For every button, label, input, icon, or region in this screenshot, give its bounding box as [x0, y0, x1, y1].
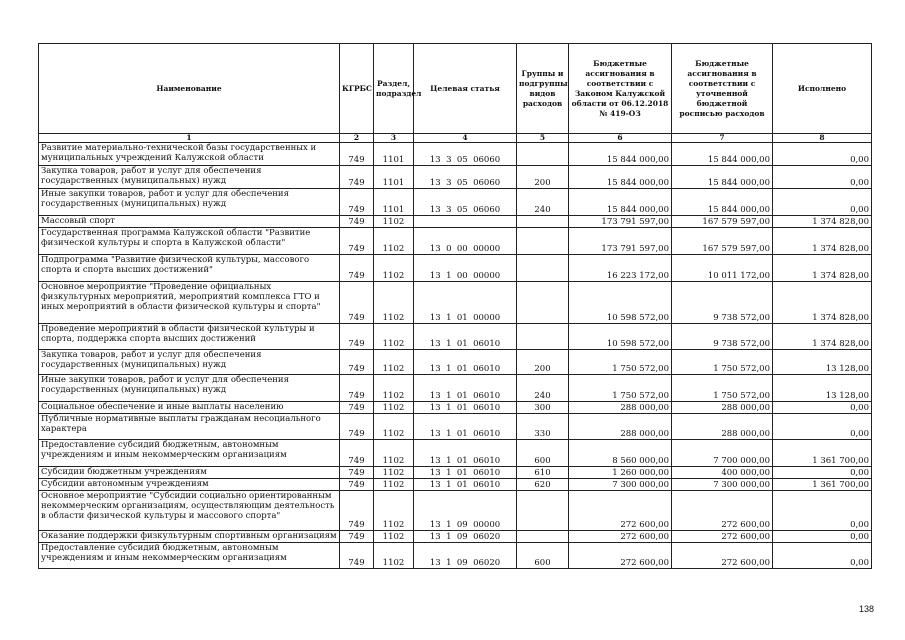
- row-kgrbs: 749: [340, 166, 374, 189]
- row-kgrbs: 749: [340, 189, 374, 216]
- table-row: [39, 414, 872, 440]
- row-kgrbs: 749: [340, 228, 374, 255]
- row-target: 13 3 05 06060: [414, 189, 517, 216]
- row-name: Иные закупки товаров, работ и услуг для обеспечения государственных (муниципальных) нужд: [39, 375, 340, 402]
- row-budget-law: 8 560 000,00: [569, 440, 672, 467]
- table-row: [39, 324, 872, 350]
- row-budget-refined: 9 738 572,00: [672, 282, 773, 324]
- row-section: 1102: [374, 216, 414, 228]
- row-target: 13 1 01 06010: [414, 440, 517, 467]
- row-executed: 13 128,00: [773, 375, 872, 402]
- page-number: 138: [859, 604, 875, 614]
- row-executed: 0,00: [773, 143, 872, 166]
- column-number: 5: [517, 134, 569, 143]
- row-budget-refined: 15 844 000,00: [672, 143, 773, 166]
- row-budget-refined: 10 011 172,00: [672, 255, 773, 282]
- row-name: Развитие материально-технической базы государственных и муниципальных учреждений Калужской области: [39, 143, 340, 166]
- row-target: 13 1 01 06010: [414, 402, 517, 414]
- row-target: 13 1 01 06010: [414, 375, 517, 402]
- table-row: [39, 189, 872, 216]
- row-name: Основное мероприятие "Субсидии социально ориентированным некоммерческим организациям, осуществляющим деятельность в области физической культуры и массового спорта": [39, 491, 340, 531]
- row-name: Предоставление субсидий бюджетным, автономным учреждениям и иным некоммерческим организациям: [39, 543, 340, 569]
- row-budget-law: 1 260 000,00: [569, 467, 672, 479]
- header-budget-refined: Бюджетные ассигнования в соответствии с уточненной бюджетной росписью расходов: [672, 44, 773, 134]
- column-number: 6: [569, 134, 672, 143]
- row-group: [517, 143, 569, 166]
- row-target: 13 1 01 06010: [414, 467, 517, 479]
- row-budget-law: 7 300 000,00: [569, 479, 672, 491]
- row-name: Предоставление субсидий бюджетным, автономным учреждениям и иным некоммерческим организациям: [39, 440, 340, 467]
- table-row: [39, 282, 872, 324]
- row-kgrbs: 749: [340, 531, 374, 543]
- row-kgrbs: 749: [340, 440, 374, 467]
- row-group: 620: [517, 479, 569, 491]
- row-name: Государственная программа Калужской области "Развитие физической культуры и спорта в Калужской области": [39, 228, 340, 255]
- row-group: 610: [517, 467, 569, 479]
- row-group: [517, 228, 569, 255]
- row-name: Подпрограмма "Развитие физической культуры, массового спорта и спорта высших достижений": [39, 255, 340, 282]
- table-row: [39, 402, 872, 414]
- row-target: [414, 216, 517, 228]
- row-executed: 0,00: [773, 467, 872, 479]
- row-section: 1102: [374, 324, 414, 350]
- row-group: 200: [517, 166, 569, 189]
- row-target: 13 1 09 06020: [414, 543, 517, 569]
- table-row: [39, 166, 872, 189]
- row-budget-refined: 272 600,00: [672, 543, 773, 569]
- column-number: 3: [374, 134, 414, 143]
- row-executed: 0,00: [773, 166, 872, 189]
- row-target: 13 1 01 06010: [414, 324, 517, 350]
- row-budget-law: 288 000,00: [569, 402, 672, 414]
- row-name: Закупка товаров, работ и услуг для обеспечения государственных (муниципальных) нужд: [39, 166, 340, 189]
- row-group: [517, 491, 569, 531]
- row-executed: 1 374 828,00: [773, 255, 872, 282]
- table-row: [39, 543, 872, 569]
- row-budget-law: 288 000,00: [569, 414, 672, 440]
- header-row: [39, 44, 872, 134]
- header-section: Раздел, подраздел: [374, 44, 414, 134]
- row-kgrbs: 749: [340, 282, 374, 324]
- row-budget-refined: 15 844 000,00: [672, 166, 773, 189]
- row-budget-refined: 7 300 000,00: [672, 479, 773, 491]
- table-row: [39, 375, 872, 402]
- column-number: 8: [773, 134, 872, 143]
- row-budget-law: 272 600,00: [569, 543, 672, 569]
- row-kgrbs: 749: [340, 414, 374, 440]
- table-row: [39, 491, 872, 531]
- row-group: 240: [517, 189, 569, 216]
- row-target: 13 1 09 06020: [414, 531, 517, 543]
- row-section: 1102: [374, 440, 414, 467]
- row-budget-law: 173 791 597,00: [569, 228, 672, 255]
- row-target: 13 0 00 00000: [414, 228, 517, 255]
- row-budget-refined: 400 000,00: [672, 467, 773, 479]
- row-group: [517, 324, 569, 350]
- row-name: Проведение мероприятий в области физической культуры и спорта, поддержка спорта высших достижений: [39, 324, 340, 350]
- row-budget-refined: 1 750 572,00: [672, 375, 773, 402]
- row-executed: 1 374 828,00: [773, 228, 872, 255]
- row-executed: 1 361 700,00: [773, 479, 872, 491]
- row-section: 1102: [374, 255, 414, 282]
- row-executed: 1 374 828,00: [773, 324, 872, 350]
- row-target: 13 1 01 06010: [414, 414, 517, 440]
- row-executed: 0,00: [773, 414, 872, 440]
- row-target: 13 1 00 00000: [414, 255, 517, 282]
- row-name: Основное мероприятие "Проведение официальных физкультурных мероприятий, мероприятий комплекса ГТО и иных мероприятий в области физической культуры и спорта": [39, 282, 340, 324]
- row-section: 1102: [374, 543, 414, 569]
- column-number: 2: [340, 134, 374, 143]
- row-section: 1102: [374, 402, 414, 414]
- row-budget-law: 16 223 172,00: [569, 255, 672, 282]
- row-target: 13 3 05 06060: [414, 143, 517, 166]
- row-executed: 13 128,00: [773, 350, 872, 375]
- row-group: 600: [517, 543, 569, 569]
- row-budget-refined: 272 600,00: [672, 491, 773, 531]
- table-row: [39, 255, 872, 282]
- header-kgrbs: КГРБС: [340, 44, 374, 134]
- row-name: Иные закупки товаров, работ и услуг для обеспечения государственных (муниципальных) нужд: [39, 189, 340, 216]
- row-section: 1102: [374, 228, 414, 255]
- row-budget-law: 272 600,00: [569, 531, 672, 543]
- table-row: [39, 531, 872, 543]
- row-budget-refined: 15 844 000,00: [672, 189, 773, 216]
- column-number: 1: [39, 134, 340, 143]
- row-target: 13 1 01 00000: [414, 282, 517, 324]
- row-section: 1101: [374, 189, 414, 216]
- row-budget-refined: 288 000,00: [672, 402, 773, 414]
- header-name: Наименование: [39, 44, 340, 134]
- row-kgrbs: 749: [340, 402, 374, 414]
- row-budget-refined: 7 700 000,00: [672, 440, 773, 467]
- row-executed: 1 374 828,00: [773, 216, 872, 228]
- row-group: 330: [517, 414, 569, 440]
- row-budget-law: 15 844 000,00: [569, 189, 672, 216]
- row-kgrbs: 749: [340, 375, 374, 402]
- budget-table: [38, 43, 872, 569]
- table-row: [39, 350, 872, 375]
- header-executed: Исполнено: [773, 44, 872, 134]
- row-name: Массовый спорт: [39, 216, 340, 228]
- row-group: 240: [517, 375, 569, 402]
- row-budget-law: 15 844 000,00: [569, 166, 672, 189]
- table-row: [39, 467, 872, 479]
- row-name: Оказание поддержки физкультурным спортивным организациям: [39, 531, 340, 543]
- row-budget-law: 10 598 572,00: [569, 282, 672, 324]
- row-name: Публичные нормативные выплаты гражданам несоциального характера: [39, 414, 340, 440]
- row-target: 13 1 01 06010: [414, 350, 517, 375]
- row-group: 600: [517, 440, 569, 467]
- row-executed: 0,00: [773, 402, 872, 414]
- row-section: 1102: [374, 414, 414, 440]
- row-group: [517, 531, 569, 543]
- row-budget-refined: 288 000,00: [672, 414, 773, 440]
- row-budget-law: 15 844 000,00: [569, 143, 672, 166]
- row-kgrbs: 749: [340, 491, 374, 531]
- row-budget-law: 272 600,00: [569, 491, 672, 531]
- header-group: Группы и подгруппы видов расходов: [517, 44, 569, 134]
- row-section: 1102: [374, 531, 414, 543]
- row-kgrbs: 749: [340, 324, 374, 350]
- row-kgrbs: 749: [340, 543, 374, 569]
- row-executed: 0,00: [773, 543, 872, 569]
- row-group: 200: [517, 350, 569, 375]
- row-name: Закупка товаров, работ и услуг для обеспечения государственных (муниципальных) нужд: [39, 350, 340, 375]
- row-section: 1102: [374, 491, 414, 531]
- table-row: [39, 143, 872, 166]
- row-executed: 1 361 700,00: [773, 440, 872, 467]
- row-name: Субсидии автономным учреждениям: [39, 479, 340, 491]
- row-section: 1102: [374, 350, 414, 375]
- row-group: [517, 282, 569, 324]
- row-section: 1102: [374, 375, 414, 402]
- column-number: 4: [414, 134, 517, 143]
- column-number: 7: [672, 134, 773, 143]
- table-row: [39, 479, 872, 491]
- row-executed: 0,00: [773, 491, 872, 531]
- row-target: 13 3 05 06060: [414, 166, 517, 189]
- row-kgrbs: 749: [340, 143, 374, 166]
- row-budget-law: 1 750 572,00: [569, 375, 672, 402]
- header-budget-law: Бюджетные ассигнования в соответствии с Законом Калужской области от 06.12.2018 № 419-ОЗ: [569, 44, 672, 134]
- table-row: [39, 440, 872, 467]
- row-name: Социальное обеспечение и иные выплаты населению: [39, 402, 340, 414]
- row-kgrbs: 749: [340, 216, 374, 228]
- row-kgrbs: 749: [340, 479, 374, 491]
- row-kgrbs: 749: [340, 350, 374, 375]
- row-section: 1102: [374, 479, 414, 491]
- row-group: 300: [517, 402, 569, 414]
- row-executed: 0,00: [773, 531, 872, 543]
- row-budget-refined: 167 579 597,00: [672, 216, 773, 228]
- row-executed: 1 374 828,00: [773, 282, 872, 324]
- row-kgrbs: 749: [340, 467, 374, 479]
- row-group: [517, 216, 569, 228]
- row-budget-refined: 272 600,00: [672, 531, 773, 543]
- row-section: 1101: [374, 166, 414, 189]
- row-budget-law: 173 791 597,00: [569, 216, 672, 228]
- column-number-row: [39, 134, 872, 143]
- row-executed: 0,00: [773, 189, 872, 216]
- row-target: 13 1 01 06010: [414, 479, 517, 491]
- header-target: Целевая статья: [414, 44, 517, 134]
- row-budget-refined: 1 750 572,00: [672, 350, 773, 375]
- row-budget-law: 10 598 572,00: [569, 324, 672, 350]
- row-section: 1101: [374, 143, 414, 166]
- row-target: 13 1 09 00000: [414, 491, 517, 531]
- row-section: 1102: [374, 467, 414, 479]
- row-budget-law: 1 750 572,00: [569, 350, 672, 375]
- row-kgrbs: 749: [340, 255, 374, 282]
- row-budget-refined: 9 738 572,00: [672, 324, 773, 350]
- row-name: Субсидии бюджетным учреждениям: [39, 467, 340, 479]
- row-section: 1102: [374, 282, 414, 324]
- table-row: [39, 228, 872, 255]
- table-row: [39, 216, 872, 228]
- row-budget-refined: 167 579 597,00: [672, 228, 773, 255]
- row-group: [517, 255, 569, 282]
